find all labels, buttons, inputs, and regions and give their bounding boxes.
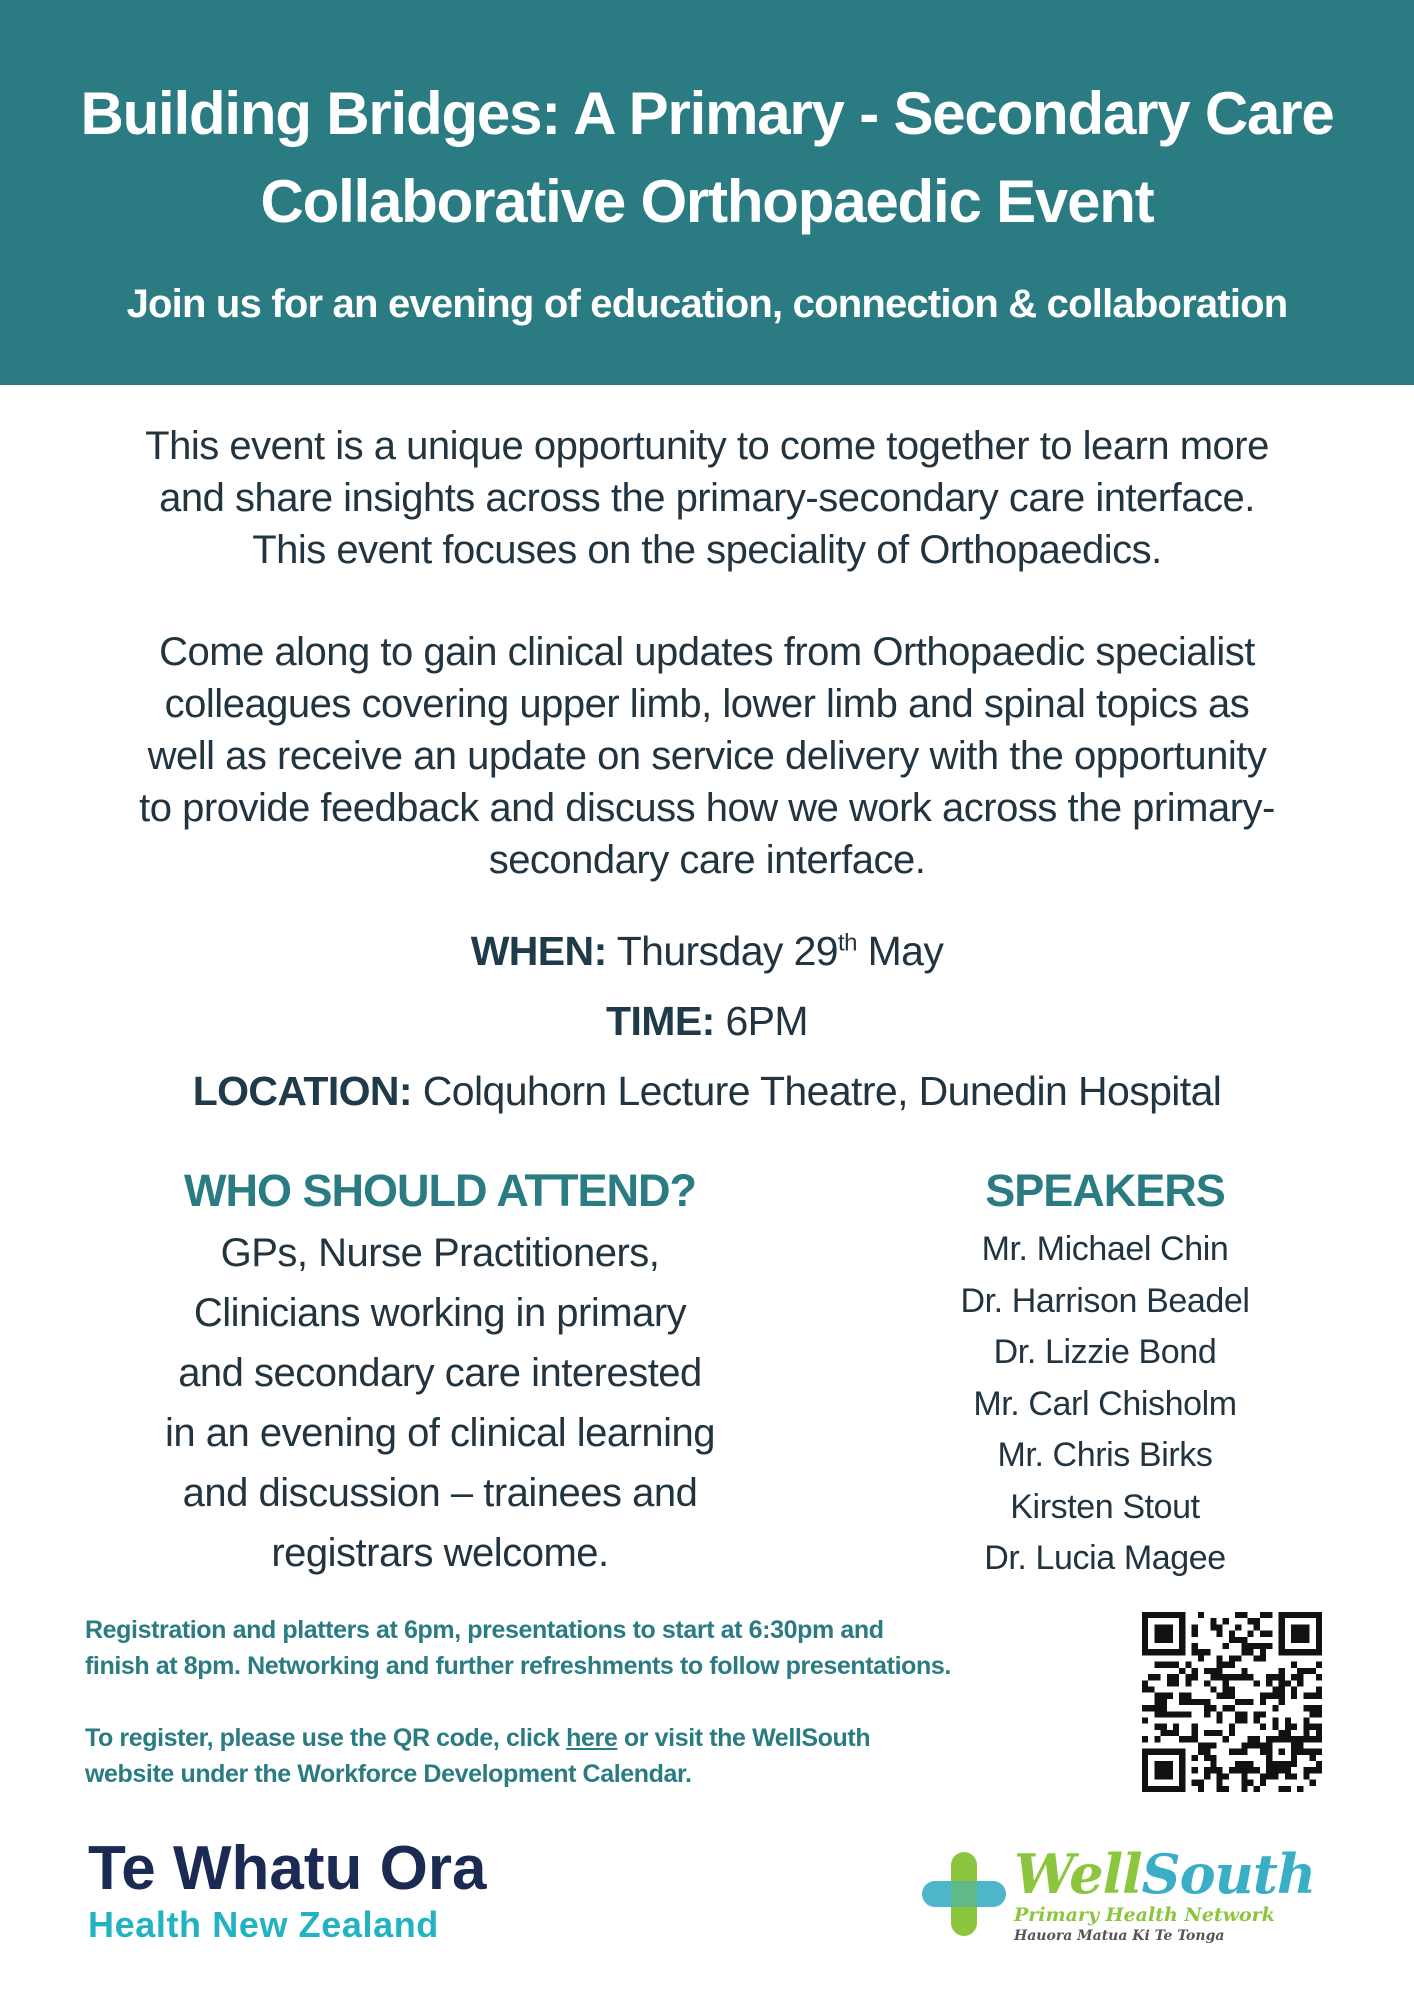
speakers-heading: SPEAKERS bbox=[985, 1165, 1225, 1216]
wellsouth-name-part1: Well bbox=[1014, 1842, 1142, 1906]
te-whatu-ora-logo bbox=[88, 1836, 486, 1948]
register-line-2: website under the Workforce Development Calendar. bbox=[85, 1760, 692, 1788]
event-subtitle: Join us for an evening of education, connection & collaboration bbox=[126, 282, 1288, 326]
te-whatu-ora-subtitle: Health New Zealand bbox=[88, 1904, 439, 1945]
speaker-name: Dr. Lizzie Bond bbox=[993, 1333, 1217, 1371]
wellsouth-tagline: Primary Health Network bbox=[1014, 1904, 1275, 1926]
when-month: May bbox=[867, 928, 944, 974]
attend-heading: WHO SHOULD ATTEND? bbox=[184, 1165, 696, 1216]
title-line-2: Collaborative Orthopaedic Event bbox=[260, 168, 1154, 235]
speakers-list bbox=[900, 1224, 1310, 1585]
time-value: 6PM bbox=[725, 998, 808, 1044]
wellsouth-name bbox=[1014, 1842, 1315, 1906]
wellsouth-logo bbox=[918, 1842, 1316, 1948]
intro-p2-line: well as receive an update on service delivery with the opportunity bbox=[147, 734, 1267, 778]
speaker-name: Mr. Chris Birks bbox=[997, 1436, 1213, 1474]
intro-paragraph-2 bbox=[60, 626, 1354, 886]
intro-p2-line: to provide feedback and discuss how we work across the primary- bbox=[139, 786, 1275, 830]
event-location bbox=[0, 1068, 1414, 1115]
wellsouth-cross-icon bbox=[918, 1848, 1010, 1940]
speaker-name: Mr. Carl Chisholm bbox=[973, 1384, 1237, 1423]
register-prefix: To register, please use the QR code, click bbox=[85, 1724, 567, 1752]
intro-p1-line: This event is a unique opportunity to come together to learn more bbox=[145, 424, 1269, 468]
intro-p2-line: secondary care interface. bbox=[488, 838, 926, 882]
attend-line: and secondary care interested bbox=[178, 1351, 702, 1395]
header-banner bbox=[0, 0, 1414, 385]
intro-p2-line: Come along to gain clinical updates from Orthopaedic specialist bbox=[159, 630, 1255, 674]
event-time bbox=[0, 998, 1414, 1045]
event-when bbox=[0, 928, 1414, 975]
attend-description bbox=[130, 1223, 750, 1583]
location-label: LOCATION: bbox=[192, 1068, 412, 1114]
attend-line: and discussion – trainees and bbox=[182, 1471, 698, 1515]
attend-line: Clinicians working in primary bbox=[193, 1291, 687, 1335]
intro-p1-line: This event focuses on the speciality of Orthopaedics. bbox=[252, 528, 1162, 572]
qr-code[interactable] bbox=[1142, 1612, 1322, 1792]
when-suffix: th bbox=[838, 929, 857, 957]
time-label: TIME: bbox=[606, 998, 715, 1044]
schedule-line-2: finish at 8pm. Networking and further refreshments to follow presentations. bbox=[85, 1652, 951, 1680]
attend-line: registrars welcome. bbox=[271, 1531, 609, 1575]
intro-paragraph-1 bbox=[60, 420, 1354, 576]
title-line-1: Building Bridges: A Primary - Secondary Care bbox=[80, 80, 1334, 147]
event-title bbox=[20, 70, 1394, 246]
speaker-name: Dr. Harrison Beadel bbox=[960, 1281, 1250, 1320]
attend-line: GPs, Nurse Practitioners, bbox=[220, 1231, 660, 1275]
schedule-line-1: Registration and platters at 6pm, presentations to start at 6:30pm and bbox=[85, 1616, 884, 1644]
schedule-note bbox=[85, 1612, 1085, 1684]
intro-p1-line: and share insights across the primary-secondary care interface. bbox=[159, 476, 1255, 520]
when-day: Thursday 29 bbox=[616, 928, 838, 974]
when-label: WHEN: bbox=[470, 928, 607, 974]
intro-p2-line: colleagues covering upper limb, lower limb and spinal topics as bbox=[164, 682, 1250, 726]
register-link[interactable]: here bbox=[566, 1724, 618, 1752]
register-note bbox=[85, 1720, 1085, 1792]
location-value: Colquhorn Lecture Theatre, Dunedin Hospital bbox=[422, 1068, 1222, 1114]
wellsouth-maori-tagline: Hauora Matua Ki Te Tonga bbox=[1014, 1928, 1225, 1944]
speaker-name: Kirsten Stout bbox=[1010, 1487, 1200, 1526]
te-whatu-ora-name: Te Whatu Ora bbox=[88, 1834, 487, 1903]
wellsouth-name-part2: South bbox=[1141, 1842, 1316, 1906]
attend-line: in an evening of clinical learning bbox=[164, 1411, 716, 1455]
speaker-name: Dr. Lucia Magee bbox=[984, 1539, 1226, 1577]
speaker-name: Mr. Michael Chin bbox=[981, 1230, 1229, 1268]
register-suffix: or visit the WellSouth bbox=[617, 1724, 871, 1752]
